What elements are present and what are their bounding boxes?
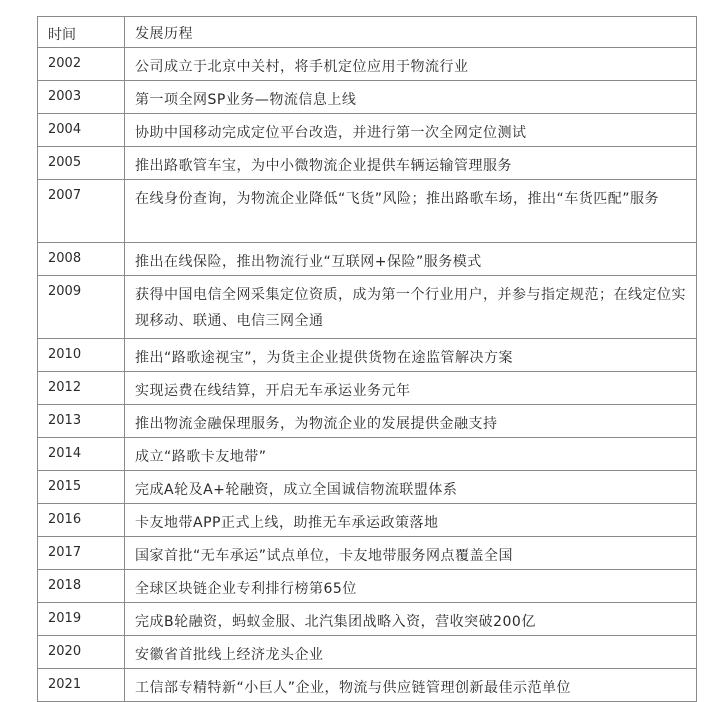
row-year: 2009 (38, 276, 125, 339)
row-description: 国家首批“无车承运”试点单位，卡友地带服务网点覆盖全国 (125, 537, 697, 570)
table-row (38, 243, 697, 276)
row-description: 工信部专精特新“小巨人”企业，物流与供应链管理创新最佳示范单位 (125, 669, 697, 702)
row-description: 完成A轮及A+轮融资，成立全国诚信物流联盟体系 (125, 471, 697, 504)
row-year: 2002 (38, 48, 125, 81)
table-row (38, 372, 697, 405)
row-year: 2017 (38, 537, 125, 570)
table-row (38, 276, 697, 339)
table-row (38, 48, 697, 81)
table-row (38, 438, 697, 471)
table-row (38, 81, 697, 114)
row-description: 推出路歌管车宝，为中小微物流企业提供车辆运输管理服务 (125, 147, 697, 180)
row-description: 推出“路歌途视宝”，为货主企业提供货物在途监管解决方案 (125, 339, 697, 372)
row-year: 2016 (38, 504, 125, 537)
row-description: 公司成立于北京中关村，将手机定位应用于物流行业 (125, 48, 697, 81)
row-description: 卡友地带APP正式上线，助推无车承运政策落地 (125, 504, 697, 537)
header-time: 时间 (38, 17, 125, 48)
row-description: 协助中国移动完成定位平台改造，并进行第一次全网定位测试 (125, 114, 697, 147)
row-year: 2007 (38, 180, 125, 243)
row-year: 2019 (38, 603, 125, 636)
row-description: 安徽省首批线上经济龙头企业 (125, 636, 697, 669)
table-row (38, 180, 697, 243)
row-description: 在线身份查询，为物流企业降低“飞货”风险；推出路歌车场，推出“车货匹配”服务 (125, 180, 697, 243)
table-row (38, 471, 697, 504)
row-year: 2003 (38, 81, 125, 114)
table-row (38, 537, 697, 570)
row-year: 2010 (38, 339, 125, 372)
table-row (38, 114, 697, 147)
row-description: 推出物流金融保理服务，为物流企业的发展提供金融支持 (125, 405, 697, 438)
table-row (38, 669, 697, 702)
row-year: 2013 (38, 405, 125, 438)
row-year: 2012 (38, 372, 125, 405)
history-table-container (37, 16, 697, 702)
row-description: 成立“路歌卡友地带” (125, 438, 697, 471)
row-year: 2020 (38, 636, 125, 669)
table-row (38, 339, 697, 372)
row-year: 2018 (38, 570, 125, 603)
row-description: 完成B轮融资，蚂蚁金服、北汽集团战略入资，营收突破200亿 (125, 603, 697, 636)
table-row (38, 636, 697, 669)
table-row (38, 603, 697, 636)
row-year: 2021 (38, 669, 125, 702)
header-history: 发展历程 (125, 17, 697, 48)
table-row (38, 570, 697, 603)
table-row (38, 504, 697, 537)
row-description: 第一项全网SP业务—物流信息上线 (125, 81, 697, 114)
history-table (37, 16, 697, 702)
table-row (38, 147, 697, 180)
row-description: 获得中国电信全网采集定位资质，成为第一个行业用户，并参与指定规范；在线定位实现移动、联通、电信三网全通 (125, 276, 697, 339)
row-description: 实现运费在线结算，开启无车承运业务元年 (125, 372, 697, 405)
row-description: 推出在线保险，推出物流行业“互联网+保险”服务模式 (125, 243, 697, 276)
row-year: 2004 (38, 114, 125, 147)
row-year: 2008 (38, 243, 125, 276)
row-description: 全球区块链企业专利排行榜第65位 (125, 570, 697, 603)
row-year: 2014 (38, 438, 125, 471)
table-row (38, 405, 697, 438)
table-header-row (38, 17, 697, 48)
row-year: 2005 (38, 147, 125, 180)
row-year: 2015 (38, 471, 125, 504)
